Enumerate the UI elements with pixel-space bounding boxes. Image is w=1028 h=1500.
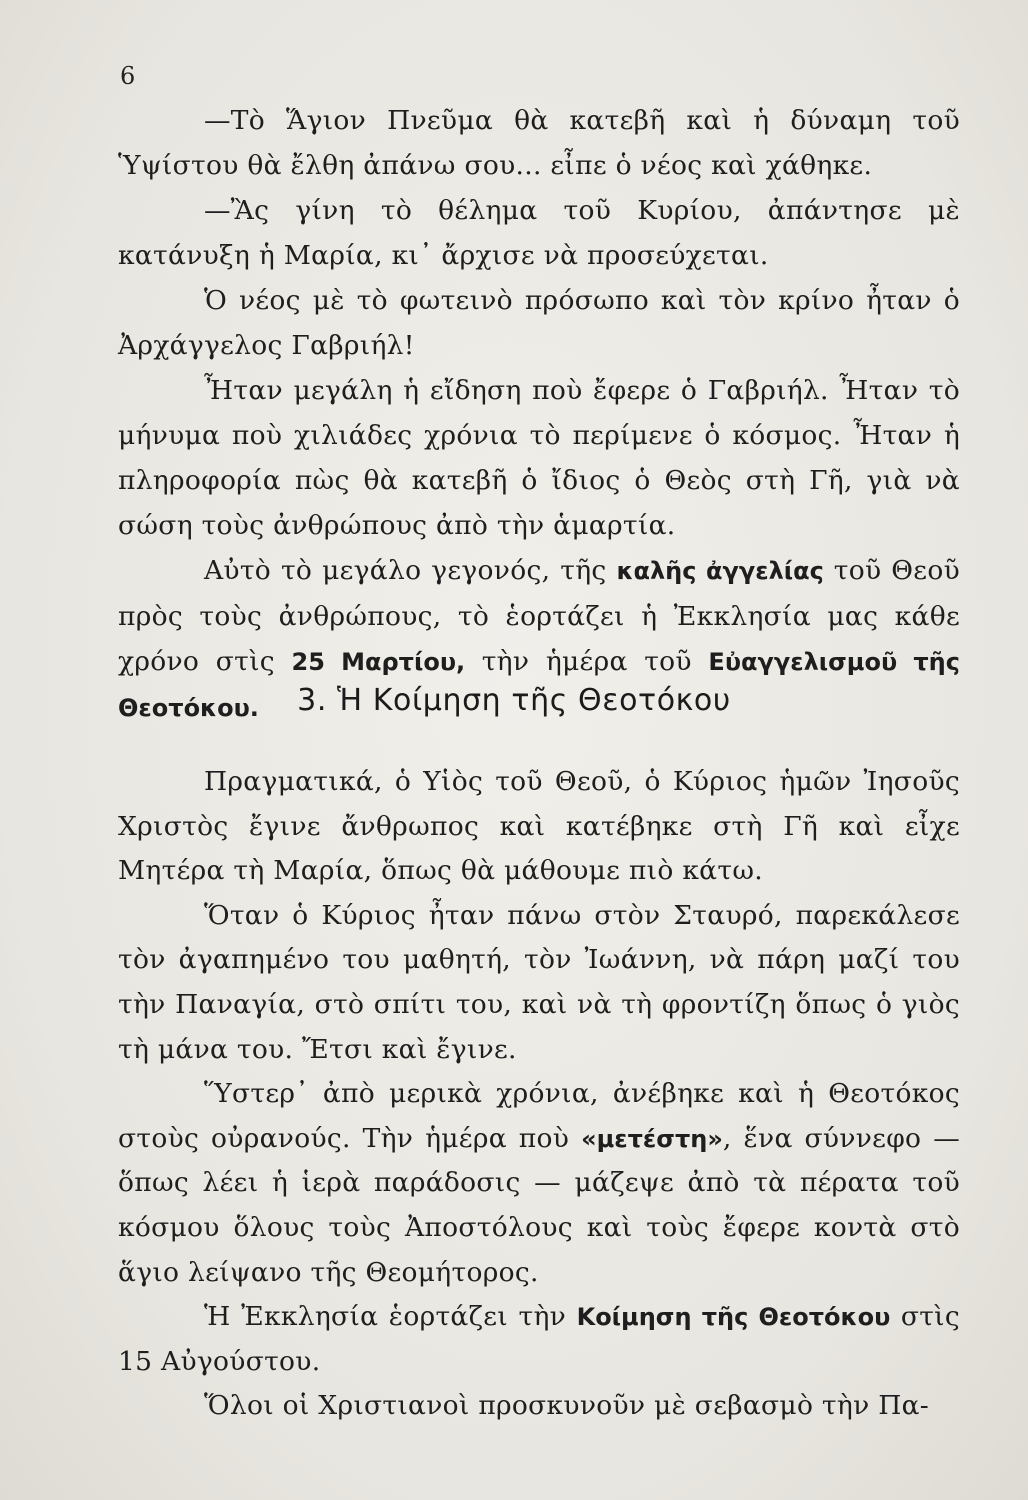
emphasis-annunciation: Εὐαγγελισμοῦ τῆς Θεοτόκου.: [118, 648, 960, 722]
paragraph-great-news: Ἦταν μεγάλη ἡ εἴδηση ποὺ ἔφερε ὁ Γαβριήλ. Ἦταν τὸ μήνυμα ποὺ χιλιάδες χρόνια τὸ περίμενε ὁ κόσμος. Ἦταν ἡ πληροφορία πὼς θὰ κατεβῆ ὁ ἴδιος ὁ Θεὸς στὴ Γῆ, γιὰ νὰ σώση τοὺς ἀνθρώπους ἀπὸ τὴν ἁμαρτία.: [118, 375, 960, 541]
emphasis-dormition: Κοίμηση τῆς Θεοτόκου: [576, 1303, 891, 1332]
emphasis-good-news: καλῆς ἀγγελίας: [616, 557, 824, 585]
page-number: 6: [120, 62, 136, 90]
text-run: τὴν ἡμέρα τοῦ: [465, 646, 709, 677]
paragraph-christians: Ὅλοι οἱ Χριστιανοὶ προσκυνοῦν μὲ σεβασμὸ τὴν Πα-: [204, 1390, 930, 1422]
text-run: τοῦ Θεοῦ πρὸς τοὺς ἀνθρώπους, τὸ ἑορτάζει ἡ Ἐκκλησία μας κάθε χρόνο στὶς: [118, 555, 960, 677]
paragraph-angel-speech: —Τὸ Ἅγιον Πνεῦμα θὰ κατεβῆ καὶ ἡ δύναμη τοῦ Ὑψίστου θὰ ἔλθη ἀπάνω σου... εἶπε ὁ νέος καὶ χάθηκε.: [118, 105, 960, 181]
paragraph-son-of-god: Πραγματικά, ὁ Υἱὸς τοῦ Θεοῦ, ὁ Κύριος ἡμῶν Ἰησοῦς Χριστὸς ἔγινε ἄνθρωπος καὶ κατέβηκε στὴ Γῆ καὶ εἶχε Μητέρα τὴ Μαρία, ὅπως θὰ μάθουμε πιὸ κάτω.: [118, 766, 960, 887]
emphasis-date-march: 25 Μαρτίου,: [291, 648, 466, 676]
text-run: , ἕνα σύννεφο — ὅπως λέει ἡ ἱερὰ παράδοσις — μάζεψε ἀπὸ τὰ πέρατα τοῦ κόσμου ὅλους τοὺς Ἀποστόλους καὶ τοὺς ἔφερε κοντὰ στὸ ἅγιο λείψανο τῆς Θεομήτορος.: [118, 1122, 960, 1288]
paragraph-cross: Ὅταν ὁ Κύριος ἦταν πάνω στὸν Σταυρό, παρεκάλεσε τὸν ἀγαπημένο του μαθητή, τὸν Ἰωάννη, νὰ πάρη μαζί του τὴν Παναγία, στὸ σπίτι του, καὶ νὰ τὴ φροντίζη ὅπως ὁ γιὸς τὴ μάνα του. Ἔτσι καὶ ἔγινε.: [118, 899, 960, 1065]
text-run: Ὕστερ᾿ ἀπὸ μερικὰ χρόνια, ἀνέβηκε καὶ ἡ Θεοτόκος στοὺς οὐρανούς. Τὴν ἡμέρα ποὺ: [118, 1078, 960, 1154]
section-heading: [0, 683, 1028, 718]
text-run: Ἡ Ἐκκλησία ἑορτάζει τὴν: [204, 1301, 577, 1333]
lower-text-block: [118, 760, 960, 1429]
text-run: στὶς 15 Αὐγούστου.: [118, 1301, 960, 1377]
upper-text-block: [118, 98, 960, 731]
paragraph-dormition: [118, 1072, 960, 1295]
paragraph-archangel: Ὁ νέος μὲ τὸ φωτεινὸ πρόσωπο καὶ τὸν κρίνο ἦταν ὁ Ἀρχάγγελος Γαβριήλ!: [118, 285, 960, 361]
section-number: 3.: [297, 683, 327, 718]
paragraph-dormition-feast: [118, 1295, 960, 1384]
text-run: Αὐτὸ τὸ μεγάλο γεγονός, τῆς: [204, 555, 617, 586]
emphasis-metesti: «μετέστη»: [581, 1124, 723, 1153]
section-title: Ἡ Κοίμηση τῆς Θεοτόκου: [336, 683, 731, 718]
paragraph-mary-reply: —Ἂς γίνη τὸ θέλημα τοῦ Κυρίου, ἀπάντησε μὲ κατάνυξη ἡ Μαρία, κι᾿ ἄρχισε νὰ προσεύχεται.: [118, 195, 960, 271]
